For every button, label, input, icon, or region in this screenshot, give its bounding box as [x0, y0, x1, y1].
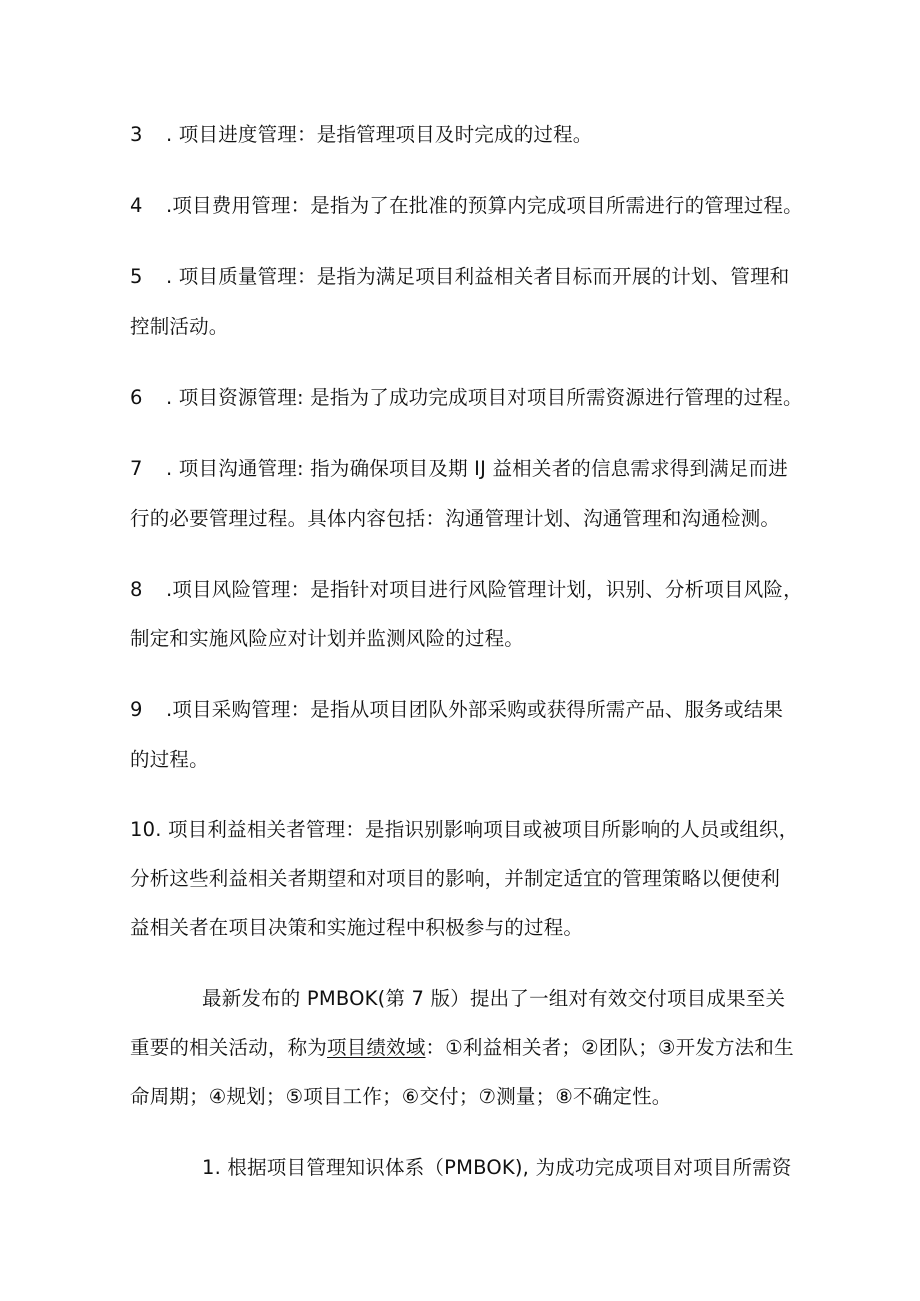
item-text: . 项目质量管理：是指为满足项目利益相关者目标而开展的计划、管理和 [166, 265, 790, 288]
question-line-1 [202, 1155, 792, 1181]
list-item-7 [130, 456, 788, 482]
question-text: 1. 根据项目管理知识体系（PMBOK), 为成功完成项目对项目所需资 [202, 1156, 792, 1179]
item-text: 控制活动。 [130, 315, 229, 338]
paragraph-text: 重要的相关活动，称为 [130, 1036, 328, 1059]
list-item-9 [130, 697, 783, 723]
item-text: 分析这些利益相关者期望和对项目的影响，并制定适宜的管理策略以便使利 [130, 867, 781, 890]
list-item-3 [130, 122, 593, 148]
item-text: .项目风险管理：是指针对项目进行风险管理计划，识别、分析项目风险， [166, 578, 803, 601]
item-number: 9 [130, 698, 143, 721]
list-item-5 [130, 264, 790, 290]
list-item-10-continuation [130, 915, 583, 941]
item-text: . 项目沟通管理: 指为确保项目及期 IJ 益相关者的信息需求得到满足而进 [166, 457, 788, 480]
paragraph-line-3 [130, 1084, 672, 1110]
list-item-7-continuation [130, 506, 780, 532]
paragraph-text: 最新发布的 PMBOK(第 7 版）提出了一组对有效交付项目成果至关 [202, 987, 786, 1010]
item-number: 10 [130, 818, 156, 841]
item-text: 行的必要管理过程。具体内容包括：沟通管理计划、沟通管理和沟通检测。 [130, 507, 781, 530]
item-text: . 项目进度管理：是指管理项目及时完成的过程。 [166, 123, 593, 146]
item-number: 5 [130, 265, 143, 288]
paragraph-line-1 [202, 986, 785, 1012]
item-number: 3 [130, 123, 143, 146]
item-number: 7 [130, 457, 143, 480]
list-item-6 [130, 385, 803, 411]
item-number: 4 [130, 194, 143, 217]
list-item-10 [130, 817, 798, 843]
list-item-8-continuation [130, 626, 524, 652]
list-item-9-continuation [130, 747, 209, 773]
item-number: 8 [130, 578, 143, 601]
list-item-5-continuation [130, 314, 229, 340]
list-item-4 [130, 193, 803, 219]
item-text: .项目采购管理：是指从项目团队外部采购或获得所需产品、服务或结果 [166, 698, 784, 721]
list-item-8 [130, 577, 803, 603]
item-text: .项目费用管理：是指为了在批准的预算内完成项目所需进行的管理过程。 [166, 194, 803, 217]
underlined-term: 项目绩效域 [327, 1036, 426, 1059]
list-item-10-continuation [130, 866, 780, 892]
paragraph-text: ：①利益相关者；②团队；③开发方法和生 [425, 1036, 794, 1059]
item-text: . 项目资源管理: 是指为了成功完成项目对项目所需资源进行管理的过程。 [166, 386, 803, 409]
item-text: 益相关者在项目决策和实施过程中积极参与的过程。 [130, 916, 584, 939]
item-text: 的过程。 [130, 748, 209, 771]
paragraph-line-2 [130, 1035, 794, 1061]
item-number: 6 [130, 386, 143, 409]
item-text: 制定和实施风险应对计划并监测风险的过程。 [130, 627, 525, 650]
paragraph-text: 命周期；④规划；⑤项目工作；⑥交付；⑦测量；⑧不确定性。 [130, 1085, 672, 1108]
item-text: . 项目利益相关者管理：是指识别影响项目或被项目所影响的人员或组织， [155, 818, 799, 841]
